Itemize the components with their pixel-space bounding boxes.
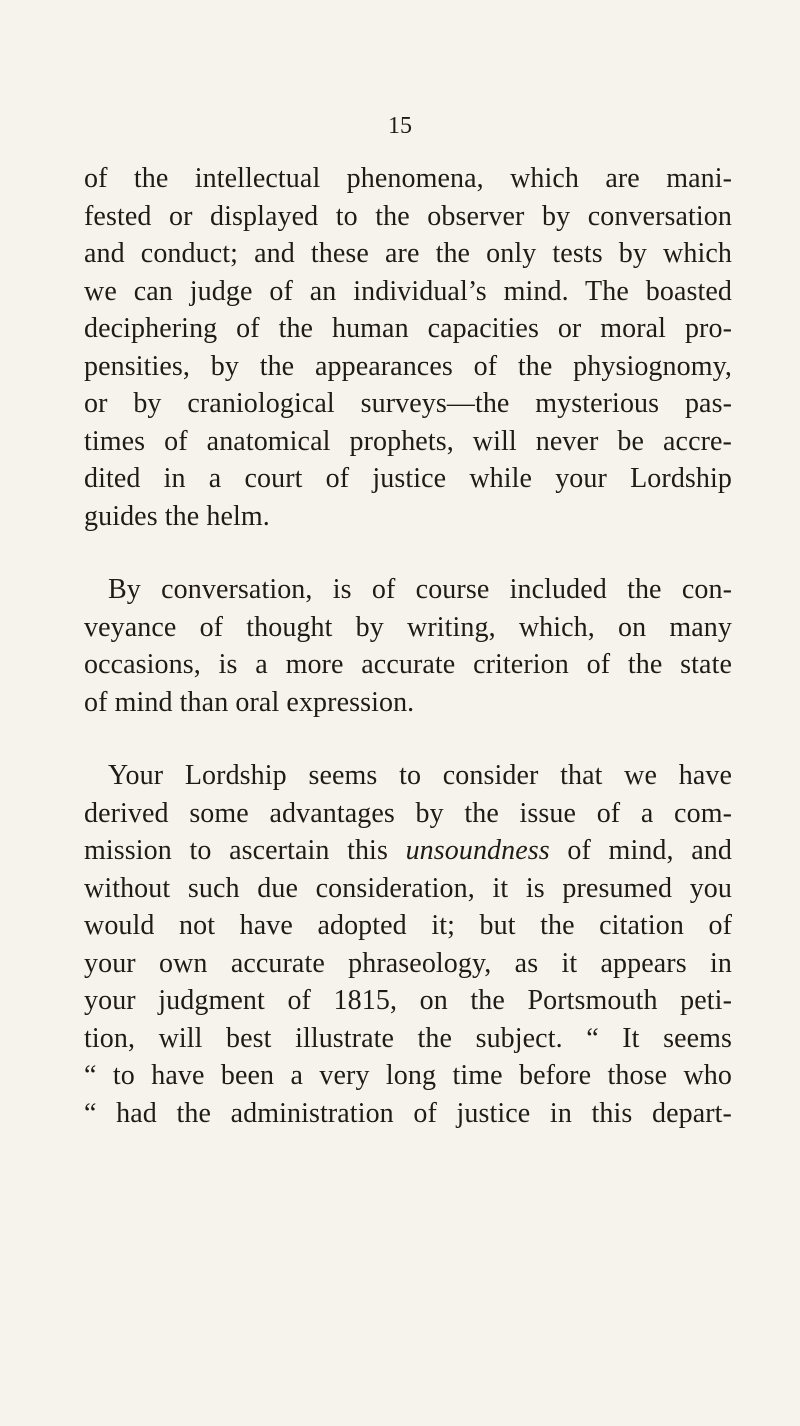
paragraph-3-line-1: Your Lordship seems to consider that we have <box>108 760 732 791</box>
body-text <box>84 160 732 1132</box>
paragraph-1-line-9: dited in a court of justice while your Lordship <box>84 463 732 494</box>
paragraph-3-line-3-before: mission to ascertain this <box>84 835 406 866</box>
paragraph-3-line-3-after: of mind, and <box>549 835 732 866</box>
paragraph-2-line-3: occasions, is a more accurate criterion of the state <box>84 649 732 680</box>
paragraph-1-line-5: deciphering of the human capacities or moral pro- <box>84 313 732 344</box>
paragraph-1-line-3: and conduct; and these are the only tests by which <box>84 238 732 269</box>
paragraph-3-line-8: tion, will best illustrate the subject. “ It seems <box>84 1022 732 1054</box>
italic-unsoundness: unsoundness <box>405 835 550 866</box>
paragraph-3-line-7: your judgment of 1815, on the Portsmouth peti- <box>84 985 732 1016</box>
paragraph-1-line-2: fested or displayed to the observer by conversation <box>84 200 732 232</box>
paragraph-1 <box>84 160 732 535</box>
paragraph-2-line-2: veyance of thought by writing, which, on many <box>84 611 732 643</box>
paragraph-3-line-10: “ had the administration of justice in this depart- <box>84 1097 732 1129</box>
page-number: 15 <box>388 113 412 139</box>
paragraph-3-line-9: “ to have been a very long time before those who <box>84 1060 732 1091</box>
paragraph-1-line-7: or by craniological surveys—the mysterious pas- <box>84 388 732 419</box>
paragraph-1-line-4: we can judge of an individual’s mind. The boasted <box>84 275 732 307</box>
paragraph-2-line-4: of mind than oral expression. <box>84 686 415 718</box>
paragraph-3-line-6: your own accurate phraseology, as it appears in <box>84 947 732 979</box>
paragraph-1-line-1: of the intellectual phenomena, which are mani- <box>84 163 732 194</box>
paragraph-3-line-5: would not have adopted it; but the citation of <box>84 910 732 941</box>
paragraph-1-line-8: times of anatomical prophets, will never be accre- <box>84 425 732 457</box>
paragraph-3 <box>84 757 732 1132</box>
paragraph-3-line-2: derived some advantages by the issue of a com- <box>84 797 732 829</box>
paragraph-2 <box>84 571 732 721</box>
paragraph-3-line-4: without such due consideration, it is presumed you <box>84 872 732 904</box>
paragraph-1-line-10: guides the helm. <box>84 500 270 532</box>
paragraph-1-line-6: pensities, by the appearances of the physiognomy, <box>84 350 732 382</box>
paragraph-2-line-1: By conversation, is of course included the con- <box>108 574 732 605</box>
paragraph-3-line-3 <box>84 832 732 870</box>
